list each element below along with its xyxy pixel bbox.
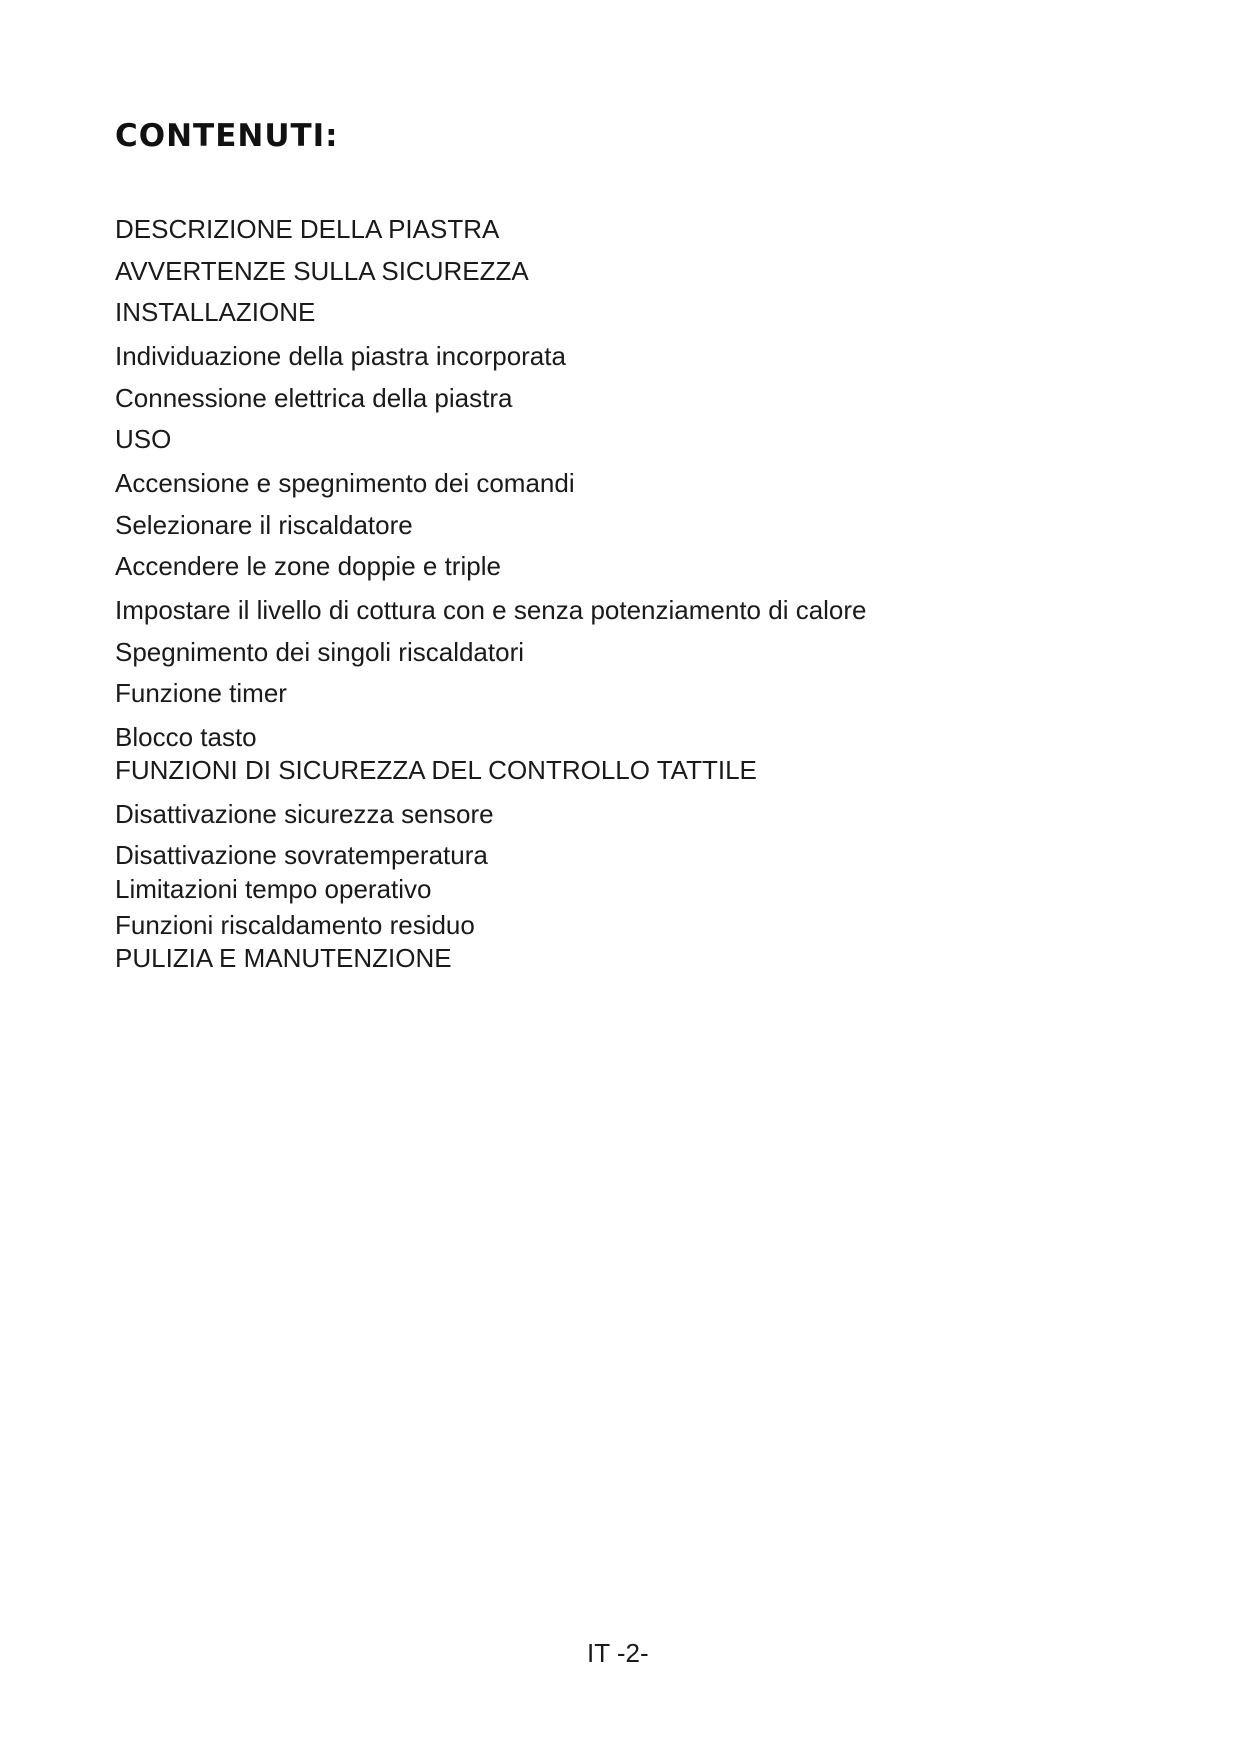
toc-item[interactable]: Disattivazione sicurezza sensore (115, 799, 494, 829)
page-number: IT -2- (587, 1638, 649, 1668)
toc-item[interactable]: Limitazioni tempo operativo (115, 874, 432, 904)
table-of-contents (115, 0, 1195, 1000)
toc-item[interactable]: FUNZIONI DI SICUREZZA DEL CONTROLLO TATTILE (115, 755, 757, 785)
toc-item[interactable]: Accendere le zone doppie e triple (115, 551, 501, 581)
toc-item[interactable]: Spegnimento dei singoli riscaldatori (115, 637, 525, 667)
toc-item[interactable]: AVVERTENZE SULLA SICUREZZA (115, 256, 529, 286)
toc-item[interactable]: Blocco tasto (115, 722, 257, 752)
toc-item[interactable]: Selezionare il riscaldatore (115, 510, 413, 540)
toc-item[interactable]: Impostare il livello di cottura con e senza potenziamento di calore (115, 595, 867, 625)
toc-item[interactable]: INSTALLAZIONE (115, 297, 316, 327)
toc-heading: CONTENUTI: (115, 118, 339, 154)
toc-item[interactable]: Accensione e spegnimento dei comandi (115, 468, 575, 498)
toc-item[interactable]: Connessione elettrica della piastra (115, 383, 513, 413)
toc-item[interactable]: Funzioni riscaldamento residuo (115, 910, 475, 940)
toc-item[interactable]: Funzione timer (115, 678, 287, 708)
toc-item[interactable]: DESCRIZIONE DELLA PIASTRA (115, 214, 500, 244)
toc-item[interactable]: Individuazione della piastra incorporata (115, 341, 566, 371)
toc-item[interactable]: USO (115, 424, 172, 454)
toc-item[interactable]: Disattivazione sovratemperatura (115, 840, 488, 870)
toc-item[interactable]: PULIZIA E MANUTENZIONE (115, 943, 452, 973)
